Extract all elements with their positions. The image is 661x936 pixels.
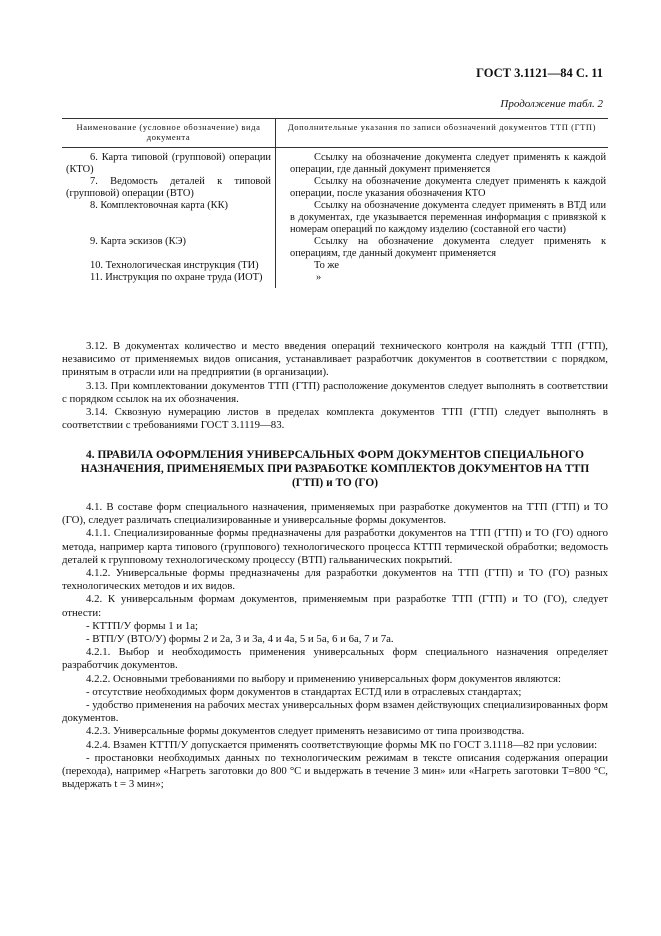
paragraph: 4.2.4. Взамен КТТП/У допускается применять соответствующие формы МК по ГОСТ 3.1118—82 при условии: — [86, 738, 598, 751]
table-row — [62, 272, 608, 284]
table-header-doc-type: Наименование (условное обозначение) вида документа — [62, 119, 276, 148]
instruction-cell: Ссылку на обозначение документа следует применять к операциям, где данный документ применяется — [290, 236, 606, 259]
doc-type-cell: 11. Инструкция по охране труда (ИОТ) — [62, 272, 276, 284]
table-row — [62, 152, 608, 176]
instruction-cell: » — [316, 272, 322, 283]
section-4-heading-block — [66, 448, 604, 490]
table-continuation-note: Продолжение табл. 2 — [500, 98, 603, 110]
table-row — [62, 176, 608, 200]
table-row — [62, 200, 608, 236]
paragraph: 4.2. К универсальным формам документов, применяемым при разработке ТТП (ГТП) и ТО (ГО), следует отнести: — [62, 593, 608, 619]
instruction-cell: Ссылку на обозначение документа следует применять к каждой операции, где данный документ применяется — [290, 152, 606, 175]
paragraph: 4.1.1. Специализированные формы предназначены для разработки документов на ТТП (ГТП) и ТО (ГО) одного метода, например карта типового (группового) технологического процесса КТТП термической обработки; ведомость деталей к групповому технологическому процессу (ВТП) гальванических покрытий. — [62, 527, 608, 566]
paragraph: 4.2.1. Выбор и необходимость применения универсальных форм специального назначения определяет разработчик документов. — [62, 646, 608, 672]
doc-type-cell: 10. Технологическая инструкция (ТИ) — [62, 260, 276, 272]
list-item: - ВТП/У (ВТО/У) формы 2 и 2а, 3 и 3а, 4 и 4а, 5 и 5а, 6 и 6а, 7 и 7а. — [86, 633, 394, 646]
document-types-table — [62, 118, 608, 288]
paragraph: 4.1.2. Универсальные формы предназначены для разработки документов на ТТП (ГТП) и ТО (ГО) разных технологических методов и их видов. — [62, 567, 608, 593]
list-item: - отсутствие необходимых форм документов в стандартах ЕСТД или в отраслевых стандартах; — [86, 685, 522, 698]
doc-type-cell: 6. Карта типовой (групповой) операции (КТО) — [62, 152, 276, 176]
instruction-cell: То же — [314, 260, 340, 271]
paragraph: 3.12. В документах количество и место введения операций технического контроля на каждый ТТП (ГТП), независимо от применяемых видов описания, устанавливает разработчик документов в соответствии с порядком, принятым в отрасли или на предприятии (в организации). — [62, 340, 608, 379]
paragraph: 4.1. В составе форм специального назначения, применяемых при разработке документов на ТТП (ГТП) и ТО (ГО), следует различать специализированные и универсальные формы документов. — [62, 501, 608, 527]
doc-type-cell: 9. Карта эскизов (КЭ) — [62, 236, 276, 260]
clause-4-paragraphs — [62, 501, 608, 791]
doc-type-cell: 7. Ведомость деталей к типовой (групповой) операции (ВТО) — [62, 176, 276, 200]
paragraph: 3.13. При комплектовании документов ТТП (ГТП) расположение документов следует выполнять в соответствии с порядком ссылок на их обозначения. — [62, 379, 608, 405]
table-row — [62, 236, 608, 260]
page-header: ГОСТ 3.1121—84 С. 11 — [476, 66, 603, 80]
doc-type-cell: 8. Комплектовочная карта (КК) — [62, 200, 276, 236]
clause-3-paragraphs — [62, 340, 608, 432]
table-header-instructions: Дополнительные указания по записи обозначений документов ТТП (ГТП) — [276, 119, 609, 148]
paragraph: 4.2.3. Универсальные формы документов следует применять независимо от типа производства. — [86, 725, 525, 738]
table-row — [62, 260, 608, 272]
list-item: - простановки необходимых данных по технологическим режимам в тексте описания содержания операции (перехода), например «Нагреть заготовки до 800 °С и выдержать в течение 3 мин» или «Нагреть заготовки Т=800 °С, выдержать t = 3 мин»; — [62, 751, 608, 791]
paragraph: 3.14. Сквозную нумерацию листов в пределах комплекта документов ТТП (ГТП) следует выполнять в соответствии с требованиями ГОСТ 3.1119—83. — [62, 406, 608, 432]
instruction-cell: Ссылку на обозначение документа следует применять в ВТД или в документах, где указывается переменная информация с привязкой к номерам операций по каждому изделию (составной его части) — [290, 200, 606, 235]
paragraph: 4.2.2. Основными требованиями по выбору и применению универсальных форм документов являются: — [86, 672, 561, 685]
list-item: - КТТП/У формы 1 и 1а; — [86, 619, 199, 632]
section-title: 4. ПРАВИЛА ОФОРМЛЕНИЯ УНИВЕРСАЛЬНЫХ ФОРМ ДОКУМЕНТОВ СПЕЦИАЛЬНОГО НАЗНАЧЕНИЯ, ПРИМЕНЯЕМЫХ ПРИ РАЗРАБОТКЕ КОМПЛЕКТОВ ДОКУМЕНТОВ НА ТТП (ГТП) и ТО (ГО) — [80, 449, 590, 489]
instruction-cell: Ссылку на обозначение документа следует применять к каждой операции, после указания обозначения КТО — [290, 176, 606, 199]
list-item: - удобство применения на рабочих местах универсальных форм взамен действующих специализированных форм документов. — [62, 699, 608, 725]
